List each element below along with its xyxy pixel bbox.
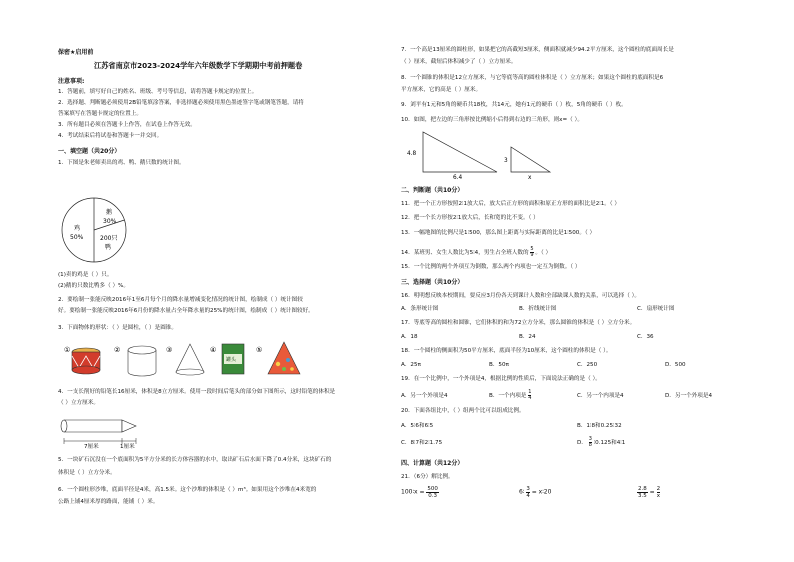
question-14-end: 。（ ） (535, 250, 552, 256)
option-a: A．另一个外项是4 (401, 393, 448, 399)
fraction (637, 486, 648, 499)
question-14-text: 14．某班男、女生人数比为5∶4，男生占全班人数的 (401, 250, 529, 256)
pie-chart (60, 190, 155, 270)
pie-label-goose-pct: 30% (103, 218, 117, 225)
question-14 (401, 247, 551, 258)
fraction-numerator: 500 (427, 486, 438, 492)
option-b: B．24 (519, 334, 536, 340)
triangles-diagram (401, 128, 551, 180)
fraction-numerator: 1 (528, 389, 532, 395)
shape-label-2: ② (114, 346, 121, 354)
option-b-text: B．一个内项是 (489, 393, 527, 399)
equation-2 (519, 486, 551, 499)
notes-heading: 注意事项: (58, 78, 85, 85)
small-triangle-height: 3 (504, 158, 508, 164)
question-15: 15．一个比例的两个外项互为倒数，那么两个内项也一定互为倒数。（ ） (401, 264, 581, 270)
equation-2-right: = x∶20 (531, 488, 552, 496)
small-triangle-base: x (528, 175, 532, 181)
note-item: 2．选择题、判断题必须使用2B铅笔填涂答案，非选择题必须使用黑色墨迹签字笔或钢笔答题，请将 (58, 100, 304, 106)
question-16: 16．明明想反映本校期间，要反应3月份各天到课计人数和全部缺课人数的关系，可以选择（ ）。 (401, 293, 640, 299)
equation-3 (637, 486, 660, 499)
pencil-length-tip: 1厘米 (120, 444, 135, 450)
option-d-prefix: D． (577, 440, 587, 446)
option-b: B．50π (489, 362, 509, 368)
drum-icon (72, 348, 100, 374)
fraction-numerator: 2 (656, 486, 661, 492)
section-heading: 三、选择题（共10分） (401, 279, 464, 286)
option-a: A．25π (401, 362, 421, 368)
large-triangle-base: 6.4 (453, 175, 463, 181)
note-item: 答案填写在答题卡规定的位置上。 (58, 111, 142, 117)
option-a: A．5∶6和6∶5 (401, 423, 434, 429)
note-item: 4．考试结束后将试卷和答题卡一并交回。 (58, 133, 163, 139)
question-21: 21．（6分）解比例。 (401, 474, 454, 480)
pencil-diagram (60, 414, 170, 450)
question-5-line2: 体积是（ ）立方分米。 (58, 470, 116, 476)
option-c: C．扇形统计图 (637, 306, 675, 312)
party-cone-icon (268, 342, 300, 374)
question-7-line2: （ ）厘米，截短后体积减少了（ ）立方厘米。 (401, 59, 517, 65)
question-4-line1: 4．一支长削好的铅笔长16厘米，体积是8立方厘米。使用一段时间后笔头的部分如下图所示，这时铅笔的体积是 (58, 389, 336, 395)
pie-label-duck-count: 200只 (100, 235, 118, 242)
question-10: 10．如图，把左边的三角形按比例缩小后得到右边的三角形，则x=（ ）。 (401, 117, 583, 123)
large-triangle (423, 132, 497, 172)
question-19: 19．在一个比例中，一个外项是4，根据比例的性质后，下面说法正确的是（ ）。 (401, 376, 601, 382)
question-4-line2: （ ）立方厘米。 (58, 400, 99, 406)
question-9: 9．刘平有1元和5角的硬币共18枚，共14元，她有1元的硬币（ ）枚，5角的硬币（ ）枚。 (401, 102, 627, 108)
option-a: A．18 (401, 334, 418, 340)
question-12: 12．把一个长方形按2∶1放大后，长和宽的比不变。（ ） (401, 215, 539, 221)
equation-2-left: 6∶ (519, 488, 525, 496)
fraction (526, 486, 530, 499)
question-8-line1: 8．一个圆锥的体积是12立方厘米，与它等底等高的圆柱体积是（ ）立方厘米；如果这个圆柱的底面积是6 (401, 75, 664, 81)
cone-hat-icon (176, 344, 204, 375)
fraction-denominator: 4 (528, 395, 532, 401)
option-c: C．另一个内项是4 (577, 393, 624, 399)
fraction (528, 390, 531, 401)
option-b: B．1∶8和0.25∶32 (577, 423, 622, 429)
option-c: C．8∶7和2∶1.75 (401, 440, 443, 446)
question-1a: (1)卖的鸡是（ ）只。 (58, 272, 113, 278)
option-d: D．另一个外项是4 (665, 393, 713, 399)
equation-1 (401, 486, 439, 499)
fraction-numerator: 2.8 (638, 486, 647, 492)
secret-mark: 保密★启用前 (58, 49, 94, 56)
question-3: 3．下面物体的形状：（ ）是圆柱，（ ）是圆锥。 (58, 325, 177, 331)
fraction-numerator: 3 (526, 486, 530, 492)
small-triangle (511, 147, 550, 172)
option-d (577, 437, 625, 448)
can-label: 罐头 (226, 357, 237, 363)
question-1b: (2)鹅的只数比鸭多（ ）%。 (58, 283, 129, 289)
large-triangle-height: 4.8 (407, 151, 417, 157)
question-6-line1: 6．一个圆柱形沙堆，底面半径是4米，高1.5米。这个沙堆的体积是（ ）m³。如果用这个沙堆在4米宽的 (58, 487, 317, 493)
fraction-denominator: 3.5 (638, 493, 647, 499)
option-c: C．250 (577, 362, 598, 368)
option-b (489, 390, 531, 401)
question-7-line1: 7．一个高是13厘米的圆柱形，如果把它的高截短3厘米，侧面积就减少94.2平方厘米，这个圆柱的底面周长是 (401, 47, 674, 53)
question-13: 13．一幅地图的比例尺是1∶500，那么图上距离与实际距离的比是1∶500。（ ） (401, 230, 596, 236)
section-heading: 一、填空题（共20分） (58, 148, 121, 155)
option-a: A．条形统计图 (401, 306, 439, 312)
fraction-denominator: 4 (526, 493, 530, 499)
question-2-line2: 好。要绘制一张能反映2016年6月份的降水量占全年降水量的25%的统计图，绘制成（ ）统计图较好。 (58, 308, 314, 314)
question-8-line2: 平方厘米，它的高是（ ）厘米。 (401, 87, 482, 93)
fraction-numerator: 5 (530, 246, 534, 252)
fraction-numerator: 3 (588, 436, 592, 442)
pie-label-chicken: 鸡 (74, 225, 81, 232)
question-18: 18．一个圆柱的侧面积为50平方厘米，底面半径为10厘米，这个圆柱的体积是（ ）。 (401, 348, 612, 354)
shapes-row (62, 338, 302, 382)
pie-label-duck: 鸭 (105, 244, 112, 251)
question-17: 17．等底等高的圆柱和圆锥，它们体积的和为72立方分米，那么圆锥的体积是（ ）立方分米。 (401, 320, 636, 326)
question-11: 11．把一个正方形按照2∶1放大后，放大后正方形的面积和原正方形的面积比是2∶1。（ ） (401, 201, 621, 207)
question-1: 1．下图是朱老师卖出的鸡、鸭、鹅只数的统计图。 (58, 160, 185, 166)
fraction-denominator: 9 (530, 252, 534, 258)
pie-label-goose: 鹅 (106, 209, 113, 216)
note-item: 3．所有题目必须在答题卡上作答，在试卷上作答无效。 (58, 122, 196, 128)
note-item: 1．答题前，填写好自己的姓名、班级、考号等信息，请将答题卡规定的位置上。 (58, 89, 258, 95)
section-heading: 四、计算题（共12分） (401, 460, 464, 467)
equation-3-equals: = (649, 488, 655, 496)
pencil-length-body: 7厘米 (84, 444, 99, 450)
cylinder-icon (128, 346, 156, 376)
shape-label-4: ④ (210, 346, 217, 354)
fraction-denominator: x (656, 493, 660, 499)
option-b: B．折线统计图 (519, 306, 557, 312)
question-6-line2: 公路上铺4厘米厚的路面，能铺（ ）米。 (58, 499, 159, 505)
shape-label-1: ① (64, 346, 71, 354)
fraction (589, 437, 592, 448)
fraction (530, 247, 533, 258)
page-title: 江苏省南京市2023-2024学年六年级数学下学期期中考前押题卷 (94, 61, 303, 70)
option-d-suffix: ∶0.125和4∶1 (593, 440, 626, 446)
pie-label-chicken-pct: 50% (70, 234, 84, 241)
shape-label-5: ⑤ (256, 346, 263, 354)
fraction-denominator: 0.3 (428, 493, 438, 499)
fraction-denominator: 8 (588, 442, 592, 448)
option-d: D．500 (665, 362, 686, 368)
fraction (426, 486, 439, 499)
can-icon (222, 344, 244, 374)
question-2-line1: 2．要绘制一张能反映2016年1至6月每个月的降水量增减变化情况的统计图，绘制成（ ）统计图较 (58, 297, 303, 303)
fraction (657, 486, 661, 499)
equation-1-left: 100∶x = (401, 488, 425, 496)
question-5-line1: 5．一块矿石沉没在一个底面积为5平方分米的长方体容器的水中，取出矿石后水面下降了0.4分米，这块矿石的 (58, 457, 332, 463)
question-20: 20．下面各组比中，（ ）组两个比可以组成比例。 (401, 408, 525, 414)
shape-label-3: ③ (166, 346, 173, 354)
option-c: C．36 (637, 334, 654, 340)
section-heading: 二、判断题（共10分） (401, 187, 464, 194)
